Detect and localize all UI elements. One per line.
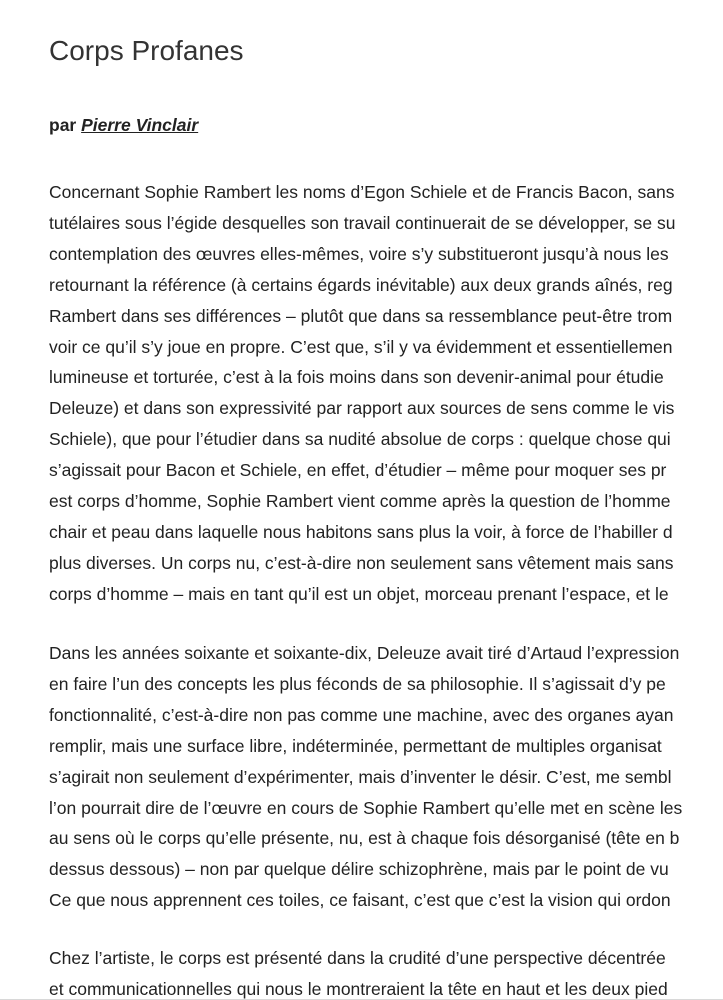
text-line: Deleuze) et dans son expressivité par rapport aux sources de sens comme le vis bbox=[49, 398, 675, 419]
text-line: Chez l’artiste, le corps est présenté dans la crudité d’une perspective décentrée bbox=[49, 948, 666, 968]
text-line: remplir, mais une surface libre, indéterminée, permettant de multiples organisat bbox=[49, 735, 662, 756]
text-line: Schiele), que pour l’étudier dans sa nudité absolue de corps : quelque chose qui bbox=[49, 429, 671, 450]
paragraph-1 bbox=[49, 177, 676, 610]
text-line: Ce que nous apprennent ces toiles, ce faisant, c’est que c’est la vision qui ordon bbox=[49, 890, 671, 911]
text-line: tutélaires sous l’égide desquelles son travail continuerait de se développer, se su bbox=[49, 212, 676, 233]
text-line: voir ce qu’il s’y joue en propre. C’est que, s’il y va évidemment et essentiellemen bbox=[49, 336, 673, 357]
byline bbox=[49, 113, 198, 137]
text-line: s’agirait non seulement d’expérimenter, mais d’inventer le désir. C’est, me sembl bbox=[49, 766, 672, 787]
text-line: plus diverses. Un corps nu, c’est-à-dire non seulement sans vêtement mais sans bbox=[49, 552, 674, 573]
text-line: en faire l’un des concepts les plus féconds de sa philosophie. Il s’agissait d’y pe bbox=[49, 673, 666, 694]
article bbox=[49, 0, 723, 1000]
text-line: corps d’homme – mais en tant qu’il est un objet, morceau prenant l’espace, et le bbox=[49, 583, 669, 604]
text-line: Rambert dans ses différences – plutôt que dans sa ressemblance peut-être trom bbox=[49, 305, 673, 326]
text-line: et communicationnelles qui nous le montreraient la tête en haut et les deux pied bbox=[49, 978, 668, 999]
paragraph-2 bbox=[49, 638, 682, 916]
text-line: Concernant Sophie Rambert les noms d’Egon Schiele et de Francis Bacon, sans bbox=[49, 182, 675, 202]
text-line: est corps d’homme, Sophie Rambert vient comme après la question de l’homme bbox=[49, 491, 671, 512]
author-link[interactable]: Pierre Vinclair bbox=[81, 115, 199, 135]
text-line: l’on pourrait dire de l’œuvre en cours de Sophie Rambert qu’elle met en scène les bbox=[49, 797, 683, 818]
text-line: s’agissait pour Bacon et Schiele, en effet, d’étudier – même pour moquer ses pr bbox=[49, 460, 667, 481]
paragraph-3 bbox=[49, 943, 668, 1000]
text-line: lumineuse et torturée, c’est à la fois moins dans son devenir-animal pour étudie bbox=[49, 367, 664, 388]
text-line: retournant la référence (à certains égards inévitable) aux deux grands aînés, reg bbox=[49, 274, 673, 295]
text-line: dessus dessous) – non par quelque délire schizophrène, mais par le point de vu bbox=[49, 859, 669, 880]
byline-prefix: par bbox=[49, 115, 77, 135]
page-title: Corps Profanes bbox=[49, 35, 244, 66]
text-line: au sens où le corps qu’elle présente, nu, est à chaque fois désorganisé (tête en b bbox=[49, 828, 680, 849]
text-line: chair et peau dans laquelle nous habitons sans plus la voir, à force de l’habiller d bbox=[49, 521, 673, 542]
text-line: contemplation des œuvres elles-mêmes, voire s’y substitueront jusqu’à nous les bbox=[49, 243, 669, 264]
text-line: fonctionnalité, c’est-à-dire non pas comme une machine, avec des organes ayan bbox=[49, 704, 674, 725]
text-line: Dans les années soixante et soixante-dix, Deleuze avait tiré d’Artaud l’expression bbox=[49, 643, 680, 663]
